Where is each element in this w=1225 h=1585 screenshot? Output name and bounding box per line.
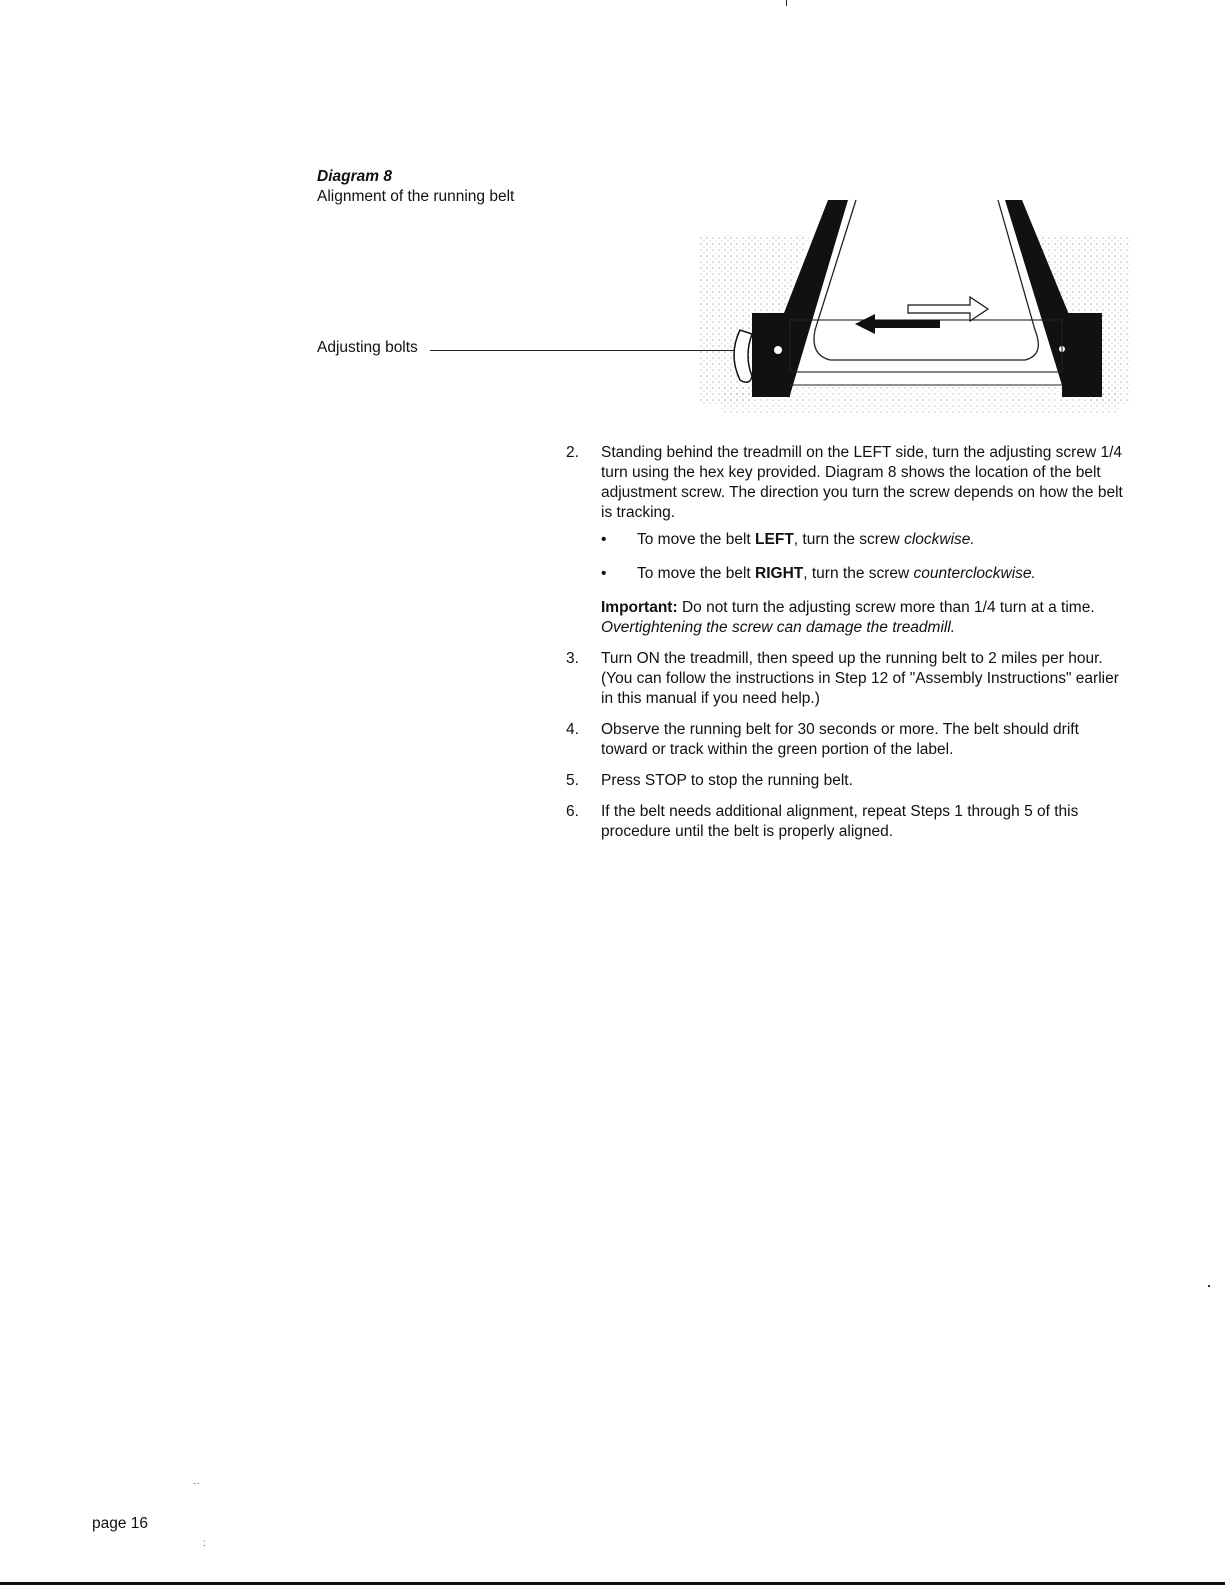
callout-leader-line: [430, 350, 740, 351]
step-3: [566, 649, 1126, 709]
step-paragraph: Observe the running belt for 30 seconds or more. The belt should drift toward or track within the green portion of the label.: [601, 721, 1079, 758]
important-note: Important: Do not turn the adjusting screw more than 1/4 turn at a time. Overtightening the screw can damage the treadmill.: [601, 599, 1095, 636]
step-number: 4.: [566, 721, 579, 738]
bullet-left: • To move the belt LEFT, turn the screw clockwise.: [601, 531, 975, 548]
left-bolt-hole: [774, 346, 782, 354]
step-paragraph: Standing behind the treadmill on the LEFT side, turn the adjusting screw 1/4 turn using the hex key provided. Diagram 8 shows the location of the belt adjustment screw. The direction you turn the screw depends on how the belt is tracking.: [601, 444, 1123, 521]
bullet-dot-icon: •: [601, 565, 607, 582]
step-paragraph: Turn ON the treadmill, then speed up the running belt to 2 miles per hour. (You can follow the instructions in Step 12 of "Assembly Instructions" earlier in this manual if you need help.): [601, 650, 1119, 707]
diagram-caption: [317, 167, 514, 207]
instructions-body: [566, 443, 1126, 853]
step-2: [566, 443, 1126, 638]
left-end-cap: [752, 313, 790, 397]
right-end-cap: [1062, 313, 1102, 397]
arrow-left-solid-icon: [855, 314, 940, 334]
step-paragraph: If the belt needs additional alignment, repeat Steps 1 through 5 of this procedure until the belt is properly aligned.: [601, 803, 1079, 840]
bullet-right: • To move the belt RIGHT, turn the screw counterclockwise.: [601, 565, 1036, 582]
diagram-title: Diagram 8: [317, 168, 392, 185]
step-number: 6.: [566, 803, 579, 820]
step-number: 2.: [566, 444, 579, 461]
page-number: page 16: [92, 1515, 149, 1532]
step-4: [566, 720, 1126, 760]
adjusting-bolts-label: Adjusting bolts: [317, 339, 418, 356]
scan-mark: [786, 0, 787, 6]
arrow-right-hollow-icon: [908, 297, 988, 321]
treadmill-belt-alignment-diagram: [700, 195, 1130, 420]
scan-speck: [1208, 1285, 1210, 1287]
bullet-dot-icon: •: [601, 531, 607, 548]
step-5: [566, 771, 1126, 791]
step-paragraph: Press STOP to stop the running belt.: [601, 772, 853, 789]
step-number: 3.: [566, 650, 579, 667]
step-6: [566, 802, 1126, 842]
diagram-subtitle: Alignment of the running belt: [317, 188, 515, 205]
scan-speck: :: [203, 1538, 206, 1549]
step-number: 5.: [566, 772, 579, 789]
running-belt: [814, 200, 1038, 360]
scan-speck: ··: [193, 1478, 200, 1489]
